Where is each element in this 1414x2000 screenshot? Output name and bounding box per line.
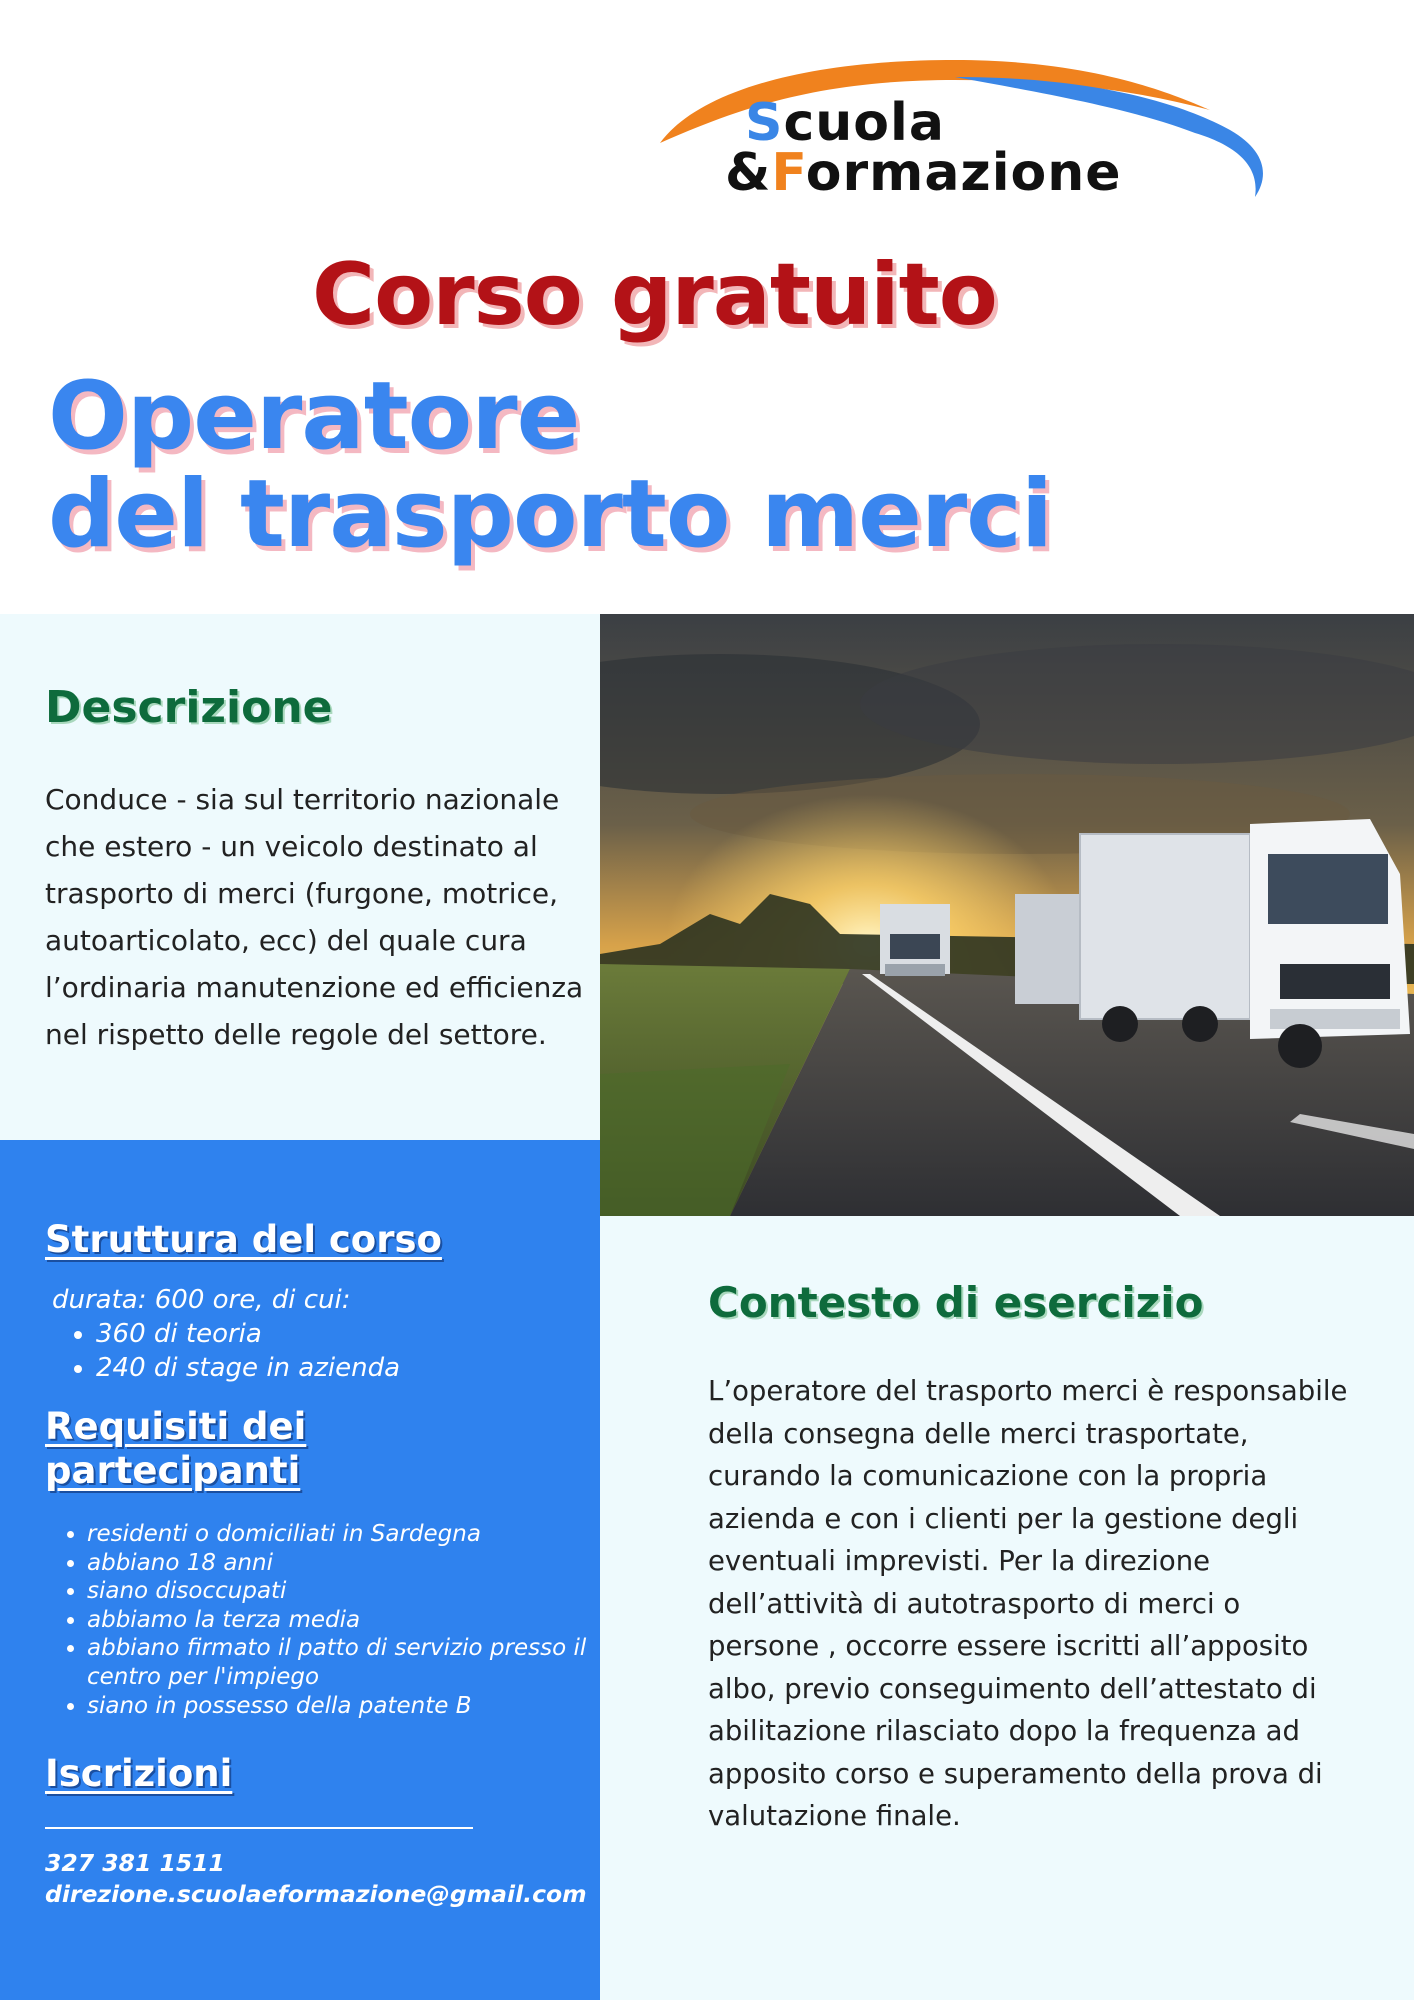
requirement-item: • siano in possesso della patente B xyxy=(87,1692,590,1721)
requirements-heading-line2: partecipanti xyxy=(45,1449,301,1492)
requirements-heading-line1: Requisiti dei xyxy=(45,1405,307,1448)
structure-heading: Struttura del corso xyxy=(45,1218,442,1261)
logo xyxy=(655,55,1285,205)
course-title-line2: del trasporto merci xyxy=(48,460,1053,569)
course-title-line1: Operatore xyxy=(48,362,580,471)
enrollment-contact xyxy=(45,1848,587,1910)
requirement-item: • abbiamo la terza media xyxy=(87,1606,590,1635)
trucks-sunset-photo xyxy=(600,614,1414,1216)
requirement-item: • residenti o domiciliati in Sardegna xyxy=(87,1520,590,1549)
structure-item-theory: • 360 di teoria xyxy=(96,1317,400,1351)
structure-list xyxy=(52,1317,400,1385)
enrollment-divider xyxy=(45,1827,473,1829)
context-heading: Contesto di esercizio xyxy=(708,1278,1204,1327)
structure-duration: durata: 600 ore, di cui: xyxy=(52,1285,351,1315)
requirements-list xyxy=(45,1520,590,1720)
description-text: Conduce - sia sul territorio nazionale che estero - un veicolo destinato al trasporto di merci (furgone, motrice, autoarticolato, ecc) del quale cura l’ordinaria manutenzione ed efficienza nel rispetto delle regole del settore. xyxy=(45,783,584,1051)
course-title xyxy=(48,362,1053,569)
requirement-item: • abbiano firmato il patto di servizio presso il centro per l'impiego xyxy=(87,1634,590,1691)
context-text: L’operatore del trasporto merci è responsabile della consegna delle merci trasportate, curando la comunicazione con la propria azienda e con i clienti per la gestione degli eventuali imprevisti. Per la direzione dell’attività di autotrasporto di merci o persone , occorre essere iscritti all’apposito albo, previo conseguimento dell’attestato di abilitazione rilasciato dopo la frequenza ad apposito corso e superamento della prova di valutazione finale. xyxy=(708,1375,1348,1832)
requirement-item: • abbiano 18 anni xyxy=(87,1549,590,1578)
contact-email[interactable]: direzione.scuolaeformazione@gmail.com xyxy=(45,1880,587,1908)
requirement-item: • siano disoccupati xyxy=(87,1577,590,1606)
requirements-heading xyxy=(45,1405,306,1493)
course-type-heading: Corso gratuito xyxy=(312,245,997,345)
description-heading: Descrizione xyxy=(45,682,333,733)
structure-details xyxy=(52,1283,400,1385)
contact-phone[interactable]: 327 381 1511 xyxy=(45,1849,225,1877)
structure-item-stage: • 240 di stage in azienda xyxy=(96,1351,400,1385)
logo-text-scuola: Scuola xyxy=(745,93,945,153)
logo-text-formazione: &Formazione xyxy=(725,143,1122,203)
enrollment-heading: Iscrizioni xyxy=(45,1752,233,1795)
